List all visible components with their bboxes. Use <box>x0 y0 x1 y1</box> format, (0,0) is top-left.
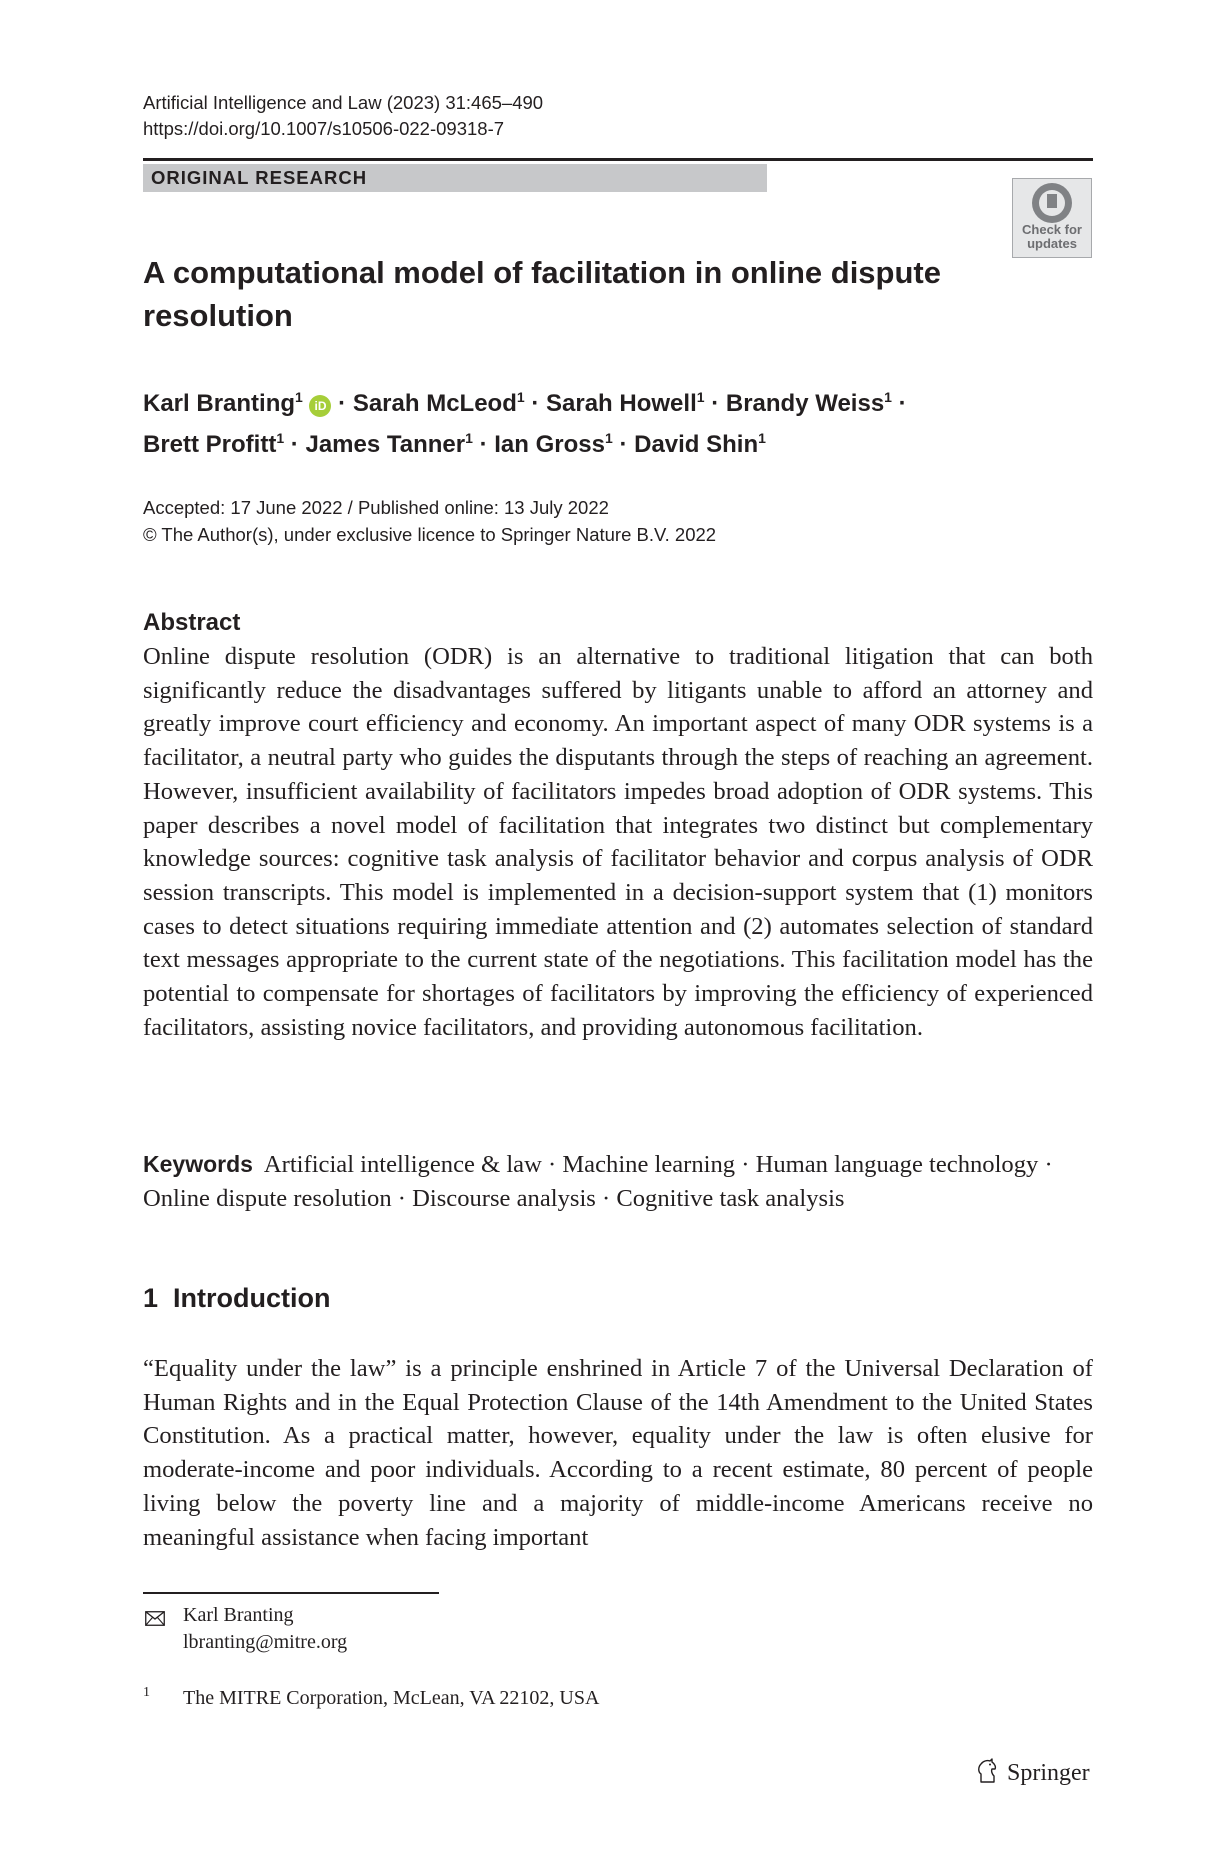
affiliation-marker: 1 <box>604 430 613 446</box>
check-for-updates-badge[interactable] <box>1012 178 1092 258</box>
author-name[interactable]: James Tanner <box>305 431 466 458</box>
author-list <box>143 380 1103 462</box>
author-separator: · <box>479 431 488 458</box>
author-name[interactable]: David Shin <box>634 431 759 458</box>
footnote-rule <box>143 1592 439 1594</box>
introduction-text: “Equality under the law” is a principle enshrined in Article 7 of the Universal Declaration of Human Rights and in the Equal Protection Clause of the 14th Amendment to the United States Constitution. As a practical matter, however, equality under the law is often elusive for moderate-income and poor individuals. According to a recent estimate, 80 percent of people living below the poverty line and a majority of middle-income Americans receive no meaningful assistance when facing important <box>143 1355 1093 1551</box>
keywords-list: Artificial intelligence & law · Machine learning · Human language technology · Online dispute resolution · Discourse analysis · Cognitive task analysis <box>143 1151 1053 1212</box>
article-title: A computational model of facilitation in online dispute resolution <box>143 255 941 333</box>
affiliation-marker: 1 <box>758 430 766 446</box>
keywords-label: Keywords <box>143 1151 253 1177</box>
abstract-text: Online dispute resolution (ODR) is an alternative to traditional litigation that can both significantly reduce the disadvantages suffered by litigants unable to afford an attorney and greatly improve court efficiency and economy. An important aspect of many ODR systems is a facilitator, a neutral party who guides the disputants through the steps of reaching an agreement. However, insufficient availability of facilitators impedes broad adoption of ODR systems. This paper describes a novel model of facilitation that integrates two distinct but complementary knowledge sources: cognitive task analysis of facilitator behavior and corpus analysis of ODR session transcripts. This model is implemented in a decision-support system that (1) monitors cases to detect situations requiring immediate attention and (2) automates selection of standard text messages appropriate to the current state of the negotiations. This facilitation model has the potential to compensate for shortages of facilitators by improving the efficiency of experienced facilitators, assisting novice facilitators, and providing autonomous facilitation. <box>143 643 1093 1041</box>
author-name[interactable]: Brett Profitt <box>143 431 277 458</box>
header-rule <box>143 158 1093 161</box>
section-number: 1 <box>143 1283 159 1313</box>
doi-link[interactable]: https://doi.org/10.1007/s10506-022-09318-7 <box>143 118 505 139</box>
affiliation-marker: 1 <box>696 389 705 405</box>
affiliation-text: The MITRE Corporation, McLean, VA 22102, USA <box>183 1687 600 1709</box>
author-name[interactable]: Sarah Howell <box>546 390 697 417</box>
article-type-label: ORIGINAL RESEARCH <box>143 164 767 192</box>
affiliation-marker: 1 <box>276 430 285 446</box>
author-name[interactable]: Ian Gross <box>494 431 605 458</box>
orcid-icon[interactable]: iD <box>309 395 331 417</box>
section-title: Introduction <box>173 1283 331 1313</box>
author-separator: · <box>898 390 907 417</box>
check-updates-icon <box>1032 183 1072 223</box>
author-name[interactable]: Karl Branting <box>143 390 296 417</box>
section-heading <box>143 1280 331 1316</box>
copyright-notice: © The Author(s), under exclusive licence to Springer Nature B.V. 2022 <box>143 524 717 545</box>
corresponding-author-email[interactable]: lbranting@mitre.org <box>183 1631 348 1653</box>
journal-citation: Artificial Intelligence and Law (2023) 31:465–490 <box>143 92 544 113</box>
author-name[interactable]: Brandy Weiss <box>725 390 885 417</box>
author-separator: · <box>338 390 347 417</box>
publisher-logo <box>975 1758 1090 1788</box>
affiliation-marker: 1 <box>884 389 892 405</box>
check-updates-text: Check for updates <box>1022 222 1082 251</box>
author-separator: · <box>619 431 628 458</box>
journal-header <box>143 90 543 142</box>
affiliation-marker: 1 <box>465 430 473 446</box>
keywords <box>143 1148 1103 1215</box>
corresponding-author-name: Karl Branting <box>183 1604 294 1626</box>
envelope-icon <box>145 1611 165 1626</box>
author-separator: · <box>290 431 299 458</box>
author-separator: · <box>531 390 540 417</box>
affiliation-marker: 1 <box>295 389 303 405</box>
abstract-heading: Abstract <box>143 609 241 636</box>
accepted-published-dates: Accepted: 17 June 2022 / Published online: 13 July 2022 <box>143 497 609 518</box>
affiliation-marker: 1 <box>516 389 525 405</box>
springer-horse-icon <box>975 1758 999 1784</box>
affiliation-number: 1 <box>143 1685 150 1700</box>
author-name[interactable]: Sarah McLeod <box>352 390 517 417</box>
corresponding-author <box>183 1602 347 1656</box>
publisher-name: Springer <box>1007 1760 1090 1786</box>
author-separator: · <box>711 390 720 417</box>
publication-dates <box>143 494 716 548</box>
